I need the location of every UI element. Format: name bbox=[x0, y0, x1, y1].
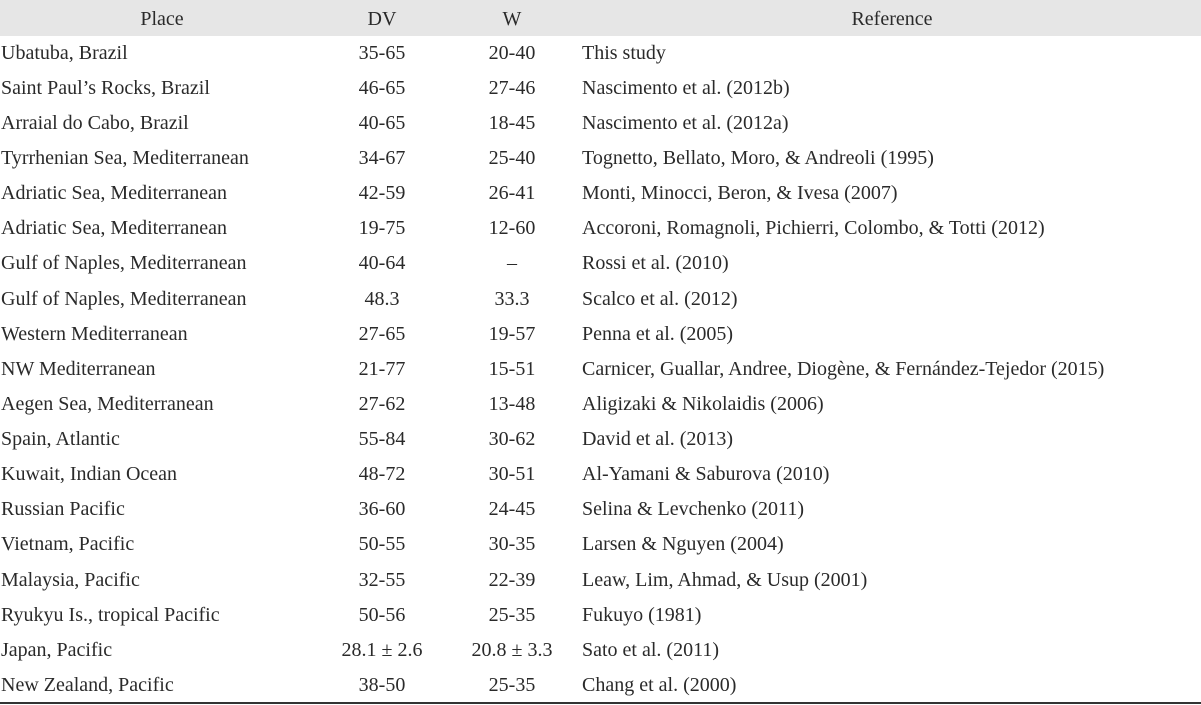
cell-w: 20-40 bbox=[488, 42, 536, 64]
cell-dv: 40-65 bbox=[358, 112, 406, 134]
cell-dv: 32-55 bbox=[358, 569, 406, 591]
cell-reference: Accoroni, Romagnoli, Pichierri, Colombo, & Totti (2012) bbox=[582, 217, 1045, 239]
cell-reference: Larsen & Nguyen (2004) bbox=[582, 533, 784, 555]
table-row bbox=[0, 352, 1201, 387]
cell-place: Russian Pacific bbox=[1, 498, 125, 520]
cell-w: 30-51 bbox=[488, 463, 536, 485]
cell-reference: Nascimento et al. (2012b) bbox=[582, 77, 790, 99]
cell-w: 22-39 bbox=[488, 569, 536, 591]
cell-dv: 55-84 bbox=[358, 428, 406, 450]
cell-w: 20.8 ± 3.3 bbox=[471, 639, 553, 661]
table-row bbox=[0, 492, 1201, 527]
cell-place: Malaysia, Pacific bbox=[1, 569, 140, 591]
cell-dv: 50-56 bbox=[358, 604, 406, 626]
cell-w: 15-51 bbox=[488, 358, 536, 380]
cell-place: Japan, Pacific bbox=[1, 639, 113, 661]
cell-reference: Tognetto, Bellato, Moro, & Andreoli (1995) bbox=[582, 147, 934, 169]
cell-dv: 42-59 bbox=[358, 182, 406, 204]
cell-place: Aegen Sea, Mediterranean bbox=[1, 393, 214, 415]
cell-dv: 21-77 bbox=[358, 358, 406, 380]
cell-place: Western Mediterranean bbox=[1, 323, 188, 345]
cell-reference: Rossi et al. (2010) bbox=[582, 252, 729, 274]
cell-dv: 19-75 bbox=[358, 217, 406, 239]
cell-place: Tyrrhenian Sea, Mediterranean bbox=[1, 147, 249, 169]
header-dv: DV bbox=[367, 8, 397, 30]
table-row bbox=[0, 36, 1201, 71]
table-row bbox=[0, 246, 1201, 281]
cell-place: Ubatuba, Brazil bbox=[1, 42, 128, 64]
table-header bbox=[0, 0, 1201, 36]
cell-w: 27-46 bbox=[488, 77, 536, 99]
table-row bbox=[0, 106, 1201, 141]
table-row bbox=[0, 527, 1201, 562]
table-row bbox=[0, 317, 1201, 352]
cell-reference: Sato et al. (2011) bbox=[582, 639, 720, 661]
header-reference: Reference bbox=[851, 8, 933, 30]
cell-reference: Leaw, Lim, Ahmad, & Usup (2001) bbox=[582, 569, 868, 591]
cell-reference: Aligizaki & Nikolaidis (2006) bbox=[582, 393, 824, 415]
cell-w: – bbox=[507, 252, 517, 274]
cell-w: 26-41 bbox=[488, 182, 536, 204]
cell-place: Vietnam, Pacific bbox=[1, 533, 135, 555]
table-row bbox=[0, 598, 1201, 633]
cell-reference: Carnicer, Guallar, Andree, Diogène, & Fernández-Tejedor (2015) bbox=[582, 358, 1105, 380]
table-row bbox=[0, 282, 1201, 317]
table-row bbox=[0, 422, 1201, 457]
cell-w: 19-57 bbox=[488, 323, 536, 345]
cell-dv: 27-62 bbox=[358, 393, 406, 415]
cell-place: Arraial do Cabo, Brazil bbox=[1, 112, 189, 134]
cell-w: 24-45 bbox=[488, 498, 536, 520]
cell-dv: 48.3 bbox=[364, 288, 400, 310]
cell-dv: 27-65 bbox=[358, 323, 406, 345]
cell-place: Saint Paul’s Rocks, Brazil bbox=[1, 77, 210, 99]
table-row bbox=[0, 387, 1201, 422]
cell-reference: Scalco et al. (2012) bbox=[582, 288, 738, 310]
cell-place: Gulf of Naples, Mediterranean bbox=[1, 288, 247, 310]
cell-dv: 48-72 bbox=[358, 463, 406, 485]
cell-dv: 35-65 bbox=[358, 42, 406, 64]
table-row bbox=[0, 176, 1201, 211]
cell-place: Adriatic Sea, Mediterranean bbox=[1, 182, 228, 204]
cell-reference: David et al. (2013) bbox=[582, 428, 734, 450]
cell-w: 18-45 bbox=[488, 112, 536, 134]
cell-reference: Selina & Levchenko (2011) bbox=[582, 498, 804, 520]
cell-place: Adriatic Sea, Mediterranean bbox=[1, 217, 228, 239]
cell-w: 33.3 bbox=[494, 288, 530, 310]
cell-place: Gulf of Naples, Mediterranean bbox=[1, 252, 247, 274]
table-bottom-rule bbox=[0, 702, 1201, 704]
cell-dv: 50-55 bbox=[358, 533, 406, 555]
table-row bbox=[0, 633, 1201, 668]
cell-dv: 46-65 bbox=[358, 77, 406, 99]
cell-w: 30-62 bbox=[488, 428, 536, 450]
cell-w: 13-48 bbox=[488, 393, 536, 415]
cell-w: 25-35 bbox=[488, 674, 536, 696]
header-w: W bbox=[502, 8, 522, 30]
cell-reference: This study bbox=[582, 42, 666, 64]
cell-w: 12-60 bbox=[488, 217, 536, 239]
table-row bbox=[0, 457, 1201, 492]
cell-place: Ryukyu Is., tropical Pacific bbox=[1, 604, 220, 626]
cell-reference: Fukuyo (1981) bbox=[582, 604, 702, 626]
cell-place: Kuwait, Indian Ocean bbox=[1, 463, 178, 485]
table-row bbox=[0, 668, 1201, 703]
cell-place: NW Mediterranean bbox=[1, 358, 156, 380]
cell-reference: Chang et al. (2000) bbox=[582, 674, 737, 696]
cell-reference: Penna et al. (2005) bbox=[582, 323, 734, 345]
table-row bbox=[0, 563, 1201, 598]
cell-place: New Zealand, Pacific bbox=[1, 674, 174, 696]
cell-reference: Nascimento et al. (2012a) bbox=[582, 112, 789, 134]
header-place: Place bbox=[140, 8, 184, 30]
cell-w: 30-35 bbox=[488, 533, 536, 555]
cell-w: 25-40 bbox=[488, 147, 536, 169]
cell-w: 25-35 bbox=[488, 604, 536, 626]
table-row bbox=[0, 141, 1201, 176]
cell-reference: Al-Yamani & Saburova (2010) bbox=[582, 463, 830, 485]
cell-place: Spain, Atlantic bbox=[1, 428, 120, 450]
table-row bbox=[0, 211, 1201, 246]
cell-dv: 38-50 bbox=[358, 674, 406, 696]
cell-dv: 28.1 ± 2.6 bbox=[341, 639, 423, 661]
cell-reference: Monti, Minocci, Beron, & Ivesa (2007) bbox=[582, 182, 898, 204]
cell-dv: 34-67 bbox=[358, 147, 406, 169]
cell-dv: 40-64 bbox=[358, 252, 406, 274]
table-row bbox=[0, 71, 1201, 106]
cell-dv: 36-60 bbox=[358, 498, 406, 520]
